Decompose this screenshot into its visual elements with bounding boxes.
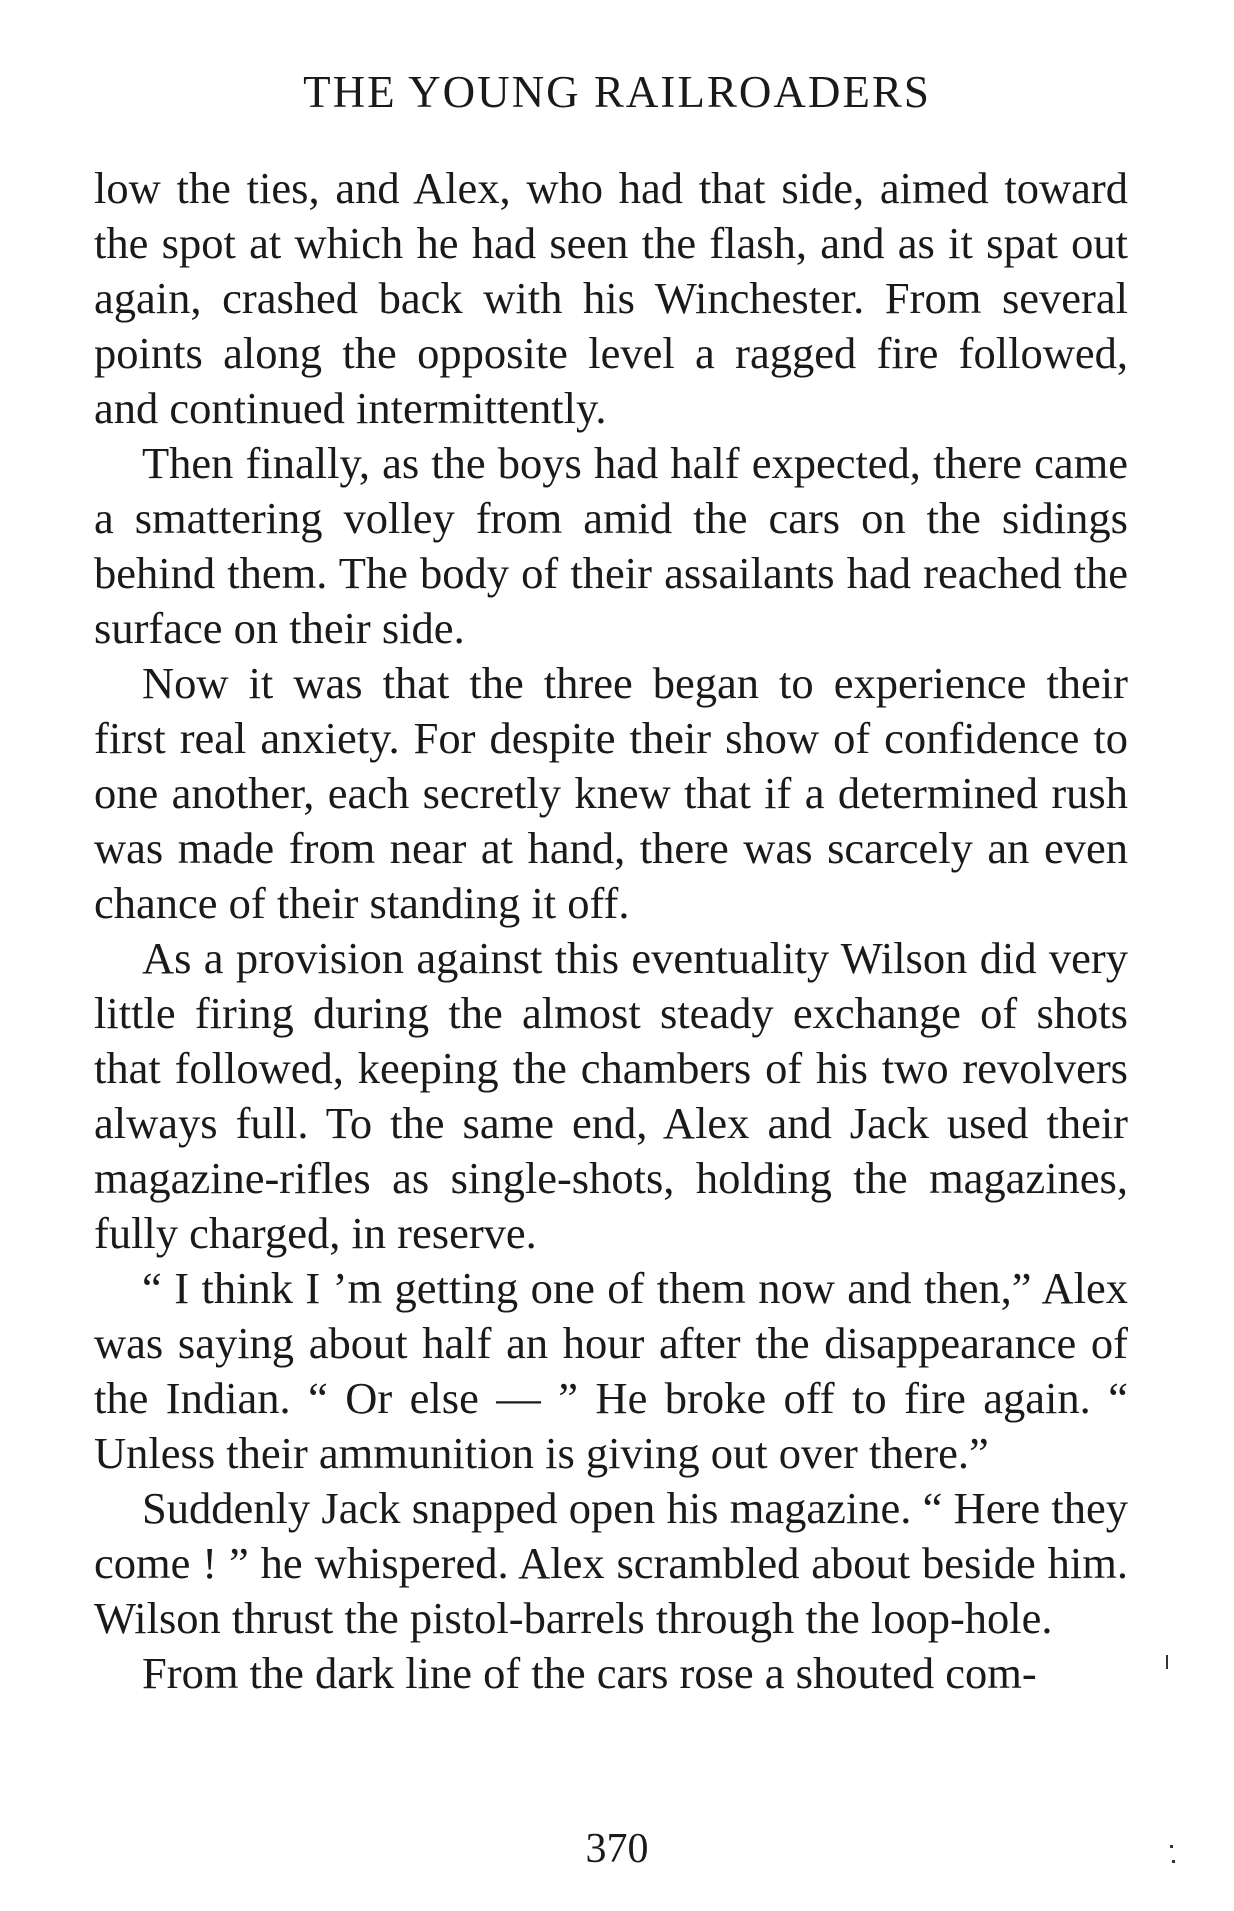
- paragraph-4: As a provision against this eventuality Wilson did very little firing during the almost steady exchange of shots that followed, keeping the chambers of his two revolvers always full. To the same end, Alex and Jack used their magazine-rifles as single-shots, holding the magazines, fully charged, in reserve.: [94, 933, 1128, 1258]
- paragraph-6: Suddenly Jack snapped open his magazine. “ Here they come ! ” he whispered. Alex scrambled about beside him. Wilson thrust the pistol-barrels through the loop-hole.: [94, 1483, 1128, 1643]
- paragraph-2: Then finally, as the boys had half expected, there came a smattering volley from amid the cars on the sidings behind them. The body of their assailants had reached the surface on their side.: [94, 438, 1128, 653]
- paragraph-3: Now it was that the three began to experience their first real anxiety. For despite their show of confidence to one another, each secretly knew that if a determined rush was made from near at hand, there was scarcely an even chance of their standing it off.: [94, 658, 1128, 928]
- scan-speck: [1170, 1845, 1173, 1848]
- paragraph-1: low the ties, and Alex, who had that side, aimed toward the spot at which he had seen the flash, and as it spat out again, crashed back with his Winchester. From several points along the opposite level a ragged fire followed, and continued intermittently.: [94, 163, 1128, 433]
- page-number: 370: [585, 1826, 649, 1872]
- scan-speck: [1172, 1860, 1175, 1863]
- scan-speck: [1166, 1655, 1168, 1669]
- running-head: THE YOUNG RAILROADERS: [303, 67, 931, 117]
- paragraph-5: “ I think I ’m getting one of them now and then,” Alex was saying about half an hour after the disappearance of the Indian. “ Or else — ” He broke off to fire again. “ Unless their ammunition is giving out over there.”: [94, 1263, 1128, 1478]
- paragraph-7: From the dark line of the cars rose a shouted com-: [142, 1648, 1037, 1698]
- body-text: [94, 161, 1128, 1701]
